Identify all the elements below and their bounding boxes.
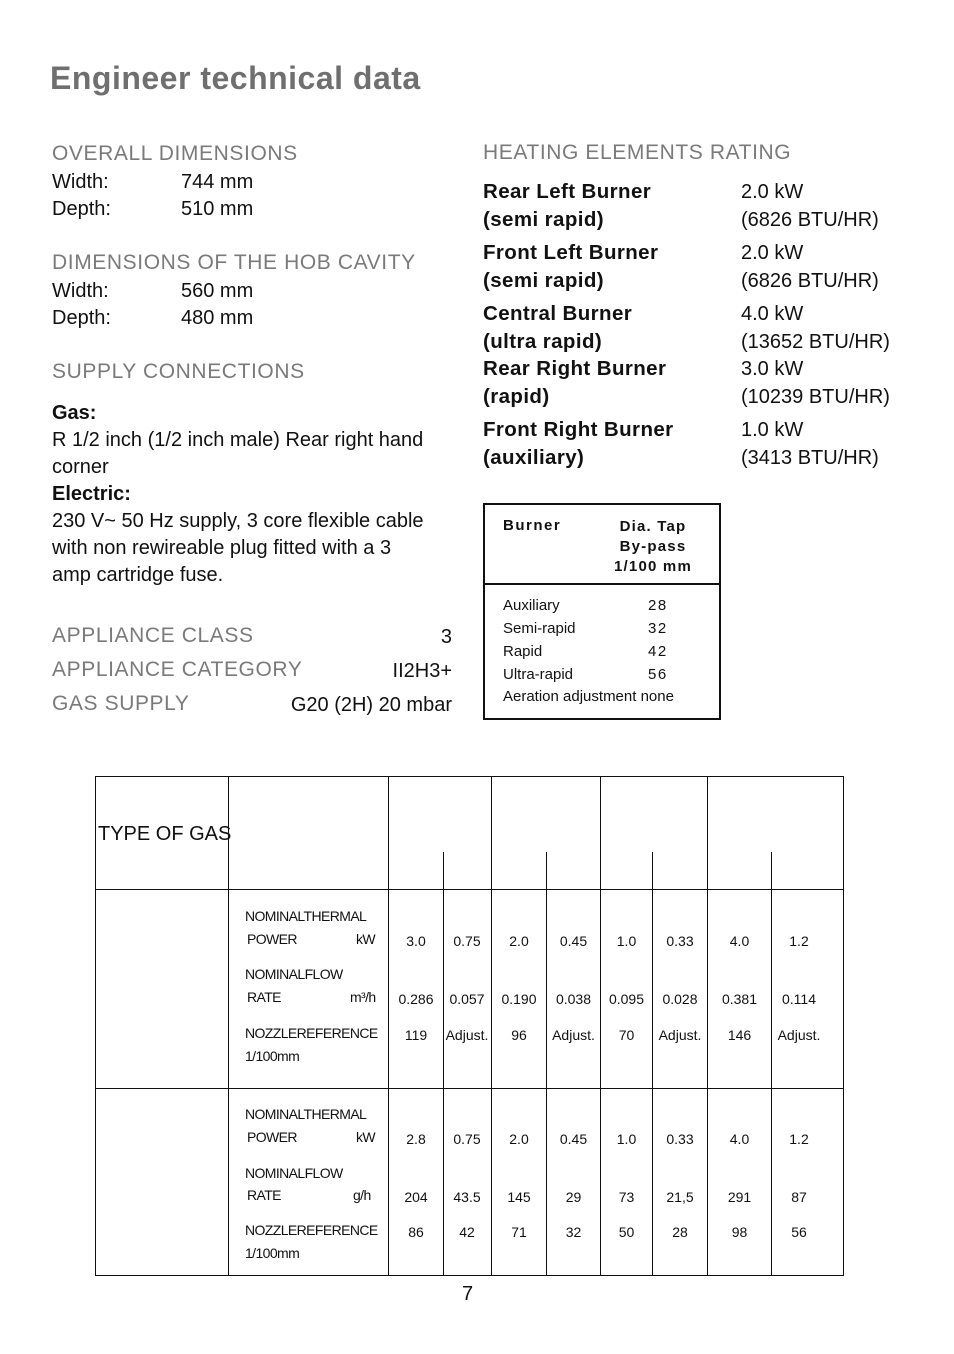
- g2-flow-cell: 204: [404, 1189, 428, 1205]
- gh-unit: g/h: [353, 1187, 371, 1203]
- g2-flow-cell: 21,5: [666, 1189, 694, 1205]
- electric-line-1: 230 V~ 50 Hz supply, 3 core flexible cable: [52, 510, 424, 532]
- g1-nozzle-cell: 96: [511, 1027, 527, 1043]
- cavity-width-value: 560 mm: [181, 280, 254, 302]
- g2-flow-cell: 145: [507, 1189, 531, 1205]
- g2-power-cell: 4.0: [729, 1131, 750, 1147]
- g2-power-cell: 0.75: [453, 1131, 481, 1147]
- electric-label: Electric:: [52, 483, 131, 505]
- g1-power-cell: 1.0: [616, 933, 637, 949]
- type-of-gas-label: TYPE OF GAS: [98, 823, 232, 845]
- burner-front-right-btu: (3413 BTU/HR): [741, 447, 879, 469]
- overall-dimensions-heading: OVERALL DIMENSIONS: [52, 142, 298, 165]
- g1-nozzle-cell: 146: [727, 1027, 752, 1043]
- width-value: 744 mm: [181, 171, 254, 193]
- g1-nozzle-cell: 119: [404, 1027, 428, 1043]
- tap-bypass-table-header: [485, 505, 719, 585]
- gas-table-divider: [228, 777, 229, 1275]
- g2-nozzle-cell: 71: [511, 1224, 527, 1240]
- g1-power-cell: 0.33: [666, 933, 694, 949]
- g2-nozzle-cell: 86: [408, 1224, 424, 1240]
- g1-flow-cell: 0.038: [555, 991, 592, 1007]
- cavity-width-label: Width:: [52, 280, 109, 302]
- burner-rear-left-type: (semi rapid): [483, 208, 604, 231]
- appliance-category-label: APPLIANCE CATEGORY: [52, 658, 303, 681]
- cavity-depth-label: Depth:: [52, 307, 111, 329]
- power-label: POWER: [247, 1129, 297, 1145]
- burner-front-right-name: Front Right Burner: [483, 418, 674, 441]
- burner-central-name: Central Burner: [483, 302, 633, 325]
- tap-row-ultra-rapid: [503, 666, 668, 683]
- g1-flow-cell: 0.028: [662, 991, 698, 1007]
- gas-line-1: R 1/2 inch (1/2 inch male) Rear right hand: [52, 429, 424, 451]
- burner-front-left-kw: 2.0 kW: [741, 242, 804, 264]
- g1-power-cell: 4.0: [729, 933, 750, 949]
- tap-row-value: 56: [648, 666, 668, 683]
- g1-nozzle-cell: Adjust.: [552, 1027, 595, 1043]
- g1-flow-cell: 0.190: [501, 991, 537, 1007]
- g1-power-cell: 0.75: [453, 933, 481, 949]
- g1-power-cell: 1.2: [789, 933, 809, 949]
- g2-power-cell: 1.2: [789, 1131, 809, 1147]
- tap-row-semi-rapid: [503, 620, 668, 637]
- gas-table-divider: [771, 852, 772, 1275]
- cavity-depth-value: 480 mm: [181, 307, 254, 329]
- gas-table-divider: [443, 852, 444, 1275]
- g2-flow-cell: 43.5: [453, 1189, 481, 1205]
- gas-table-divider: [652, 852, 653, 1275]
- g1-flow-cell: 0.095: [608, 991, 645, 1007]
- g2-nozzle-cell: 56: [791, 1224, 807, 1240]
- appliance-class-label: APPLIANCE CLASS: [52, 624, 254, 647]
- supply-connections-heading: SUPPLY CONNECTIONS: [52, 360, 305, 383]
- appliance-class-value: 3: [440, 626, 452, 648]
- gas-supply-label: GAS SUPPLY: [52, 692, 190, 715]
- tap-bypass-table: [483, 503, 721, 720]
- g2-power-cell: 1.0: [616, 1131, 637, 1147]
- g1-flow-cell: 0.057: [449, 991, 485, 1007]
- rate-label: RATE: [247, 989, 281, 1005]
- g1-power-cell: 2.0: [509, 933, 529, 949]
- g2-nozzle-cell: 98: [731, 1224, 748, 1240]
- g2-nozzle-cell: 42: [459, 1224, 475, 1240]
- nozzle-unit: 1/100mm: [245, 1245, 300, 1261]
- page-number: 7: [462, 1283, 474, 1305]
- gas-table-divider: [96, 889, 843, 890]
- hob-cavity-heading: DIMENSIONS OF THE HOB CAVITY: [52, 251, 416, 274]
- electric-line-3: amp cartridge fuse.: [52, 564, 224, 586]
- burner-rear-right-kw: 3.0 kW: [741, 358, 804, 380]
- tap-row-value: 28: [648, 597, 668, 614]
- width-label: Width:: [52, 171, 109, 193]
- tap-row-value: 32: [648, 620, 668, 637]
- flow-label: NOMINALFLOW: [245, 966, 343, 982]
- power-label: POWER: [247, 931, 297, 947]
- g2-flow-cell: 73: [618, 1189, 635, 1205]
- tap-row-label: Ultra-rapid: [503, 666, 574, 683]
- g1-flow-cell: 0.286: [398, 991, 434, 1007]
- g2-nozzle-cell: 32: [565, 1224, 582, 1240]
- header-diameter-line-2: By-pass: [619, 538, 687, 555]
- burner-front-right-type: (auxiliary): [483, 446, 585, 469]
- tap-row-label: Semi-rapid: [503, 620, 576, 637]
- g1-nozzle-cell: Adjust.: [445, 1027, 489, 1043]
- burner-rear-left-btu: (6826 BTU/HR): [741, 209, 879, 231]
- g1-nozzle-cell: Adjust.: [777, 1027, 821, 1043]
- overall-dimensions: [52, 169, 452, 225]
- g2-power-cell: 2.0: [509, 1131, 529, 1147]
- burner-rear-right-btu: (10239 BTU/HR): [741, 386, 890, 408]
- rate-label: RATE: [247, 1187, 281, 1203]
- header-burner: Burner: [503, 517, 562, 534]
- burner-rear-right-name: Rear Right Burner: [483, 357, 667, 380]
- burner-front-left-name: Front Left Burner: [483, 241, 659, 264]
- g2-nozzle-cell: 50: [618, 1224, 635, 1240]
- tap-row-value: 42: [648, 643, 668, 660]
- heating-elements-heading: HEATING ELEMENTS RATING: [483, 141, 792, 164]
- gas-table-divider: [546, 852, 547, 1275]
- supply-connections: [52, 400, 462, 589]
- burner-rear-left-name: Rear Left Burner: [483, 180, 652, 203]
- g1-flow-cell: 0.381: [721, 991, 758, 1007]
- page-title: Engineer technical data: [50, 60, 421, 96]
- header-diameter: [603, 517, 703, 577]
- nozzle-label: NOZZLEREFERENCE: [245, 1025, 378, 1041]
- g1-nozzle-cell: 70: [618, 1027, 635, 1043]
- m3h-unit: m³/h: [350, 989, 376, 1005]
- burner-central-kw: 4.0 kW: [741, 303, 804, 325]
- gas-supply-value: G20 (2H) 20 mbar: [290, 694, 452, 716]
- g2-power-cell: 0.33: [666, 1131, 694, 1147]
- g1-flow-cell: 0.114: [782, 991, 816, 1007]
- tap-row-auxiliary: [503, 597, 668, 614]
- header-diameter-line-1: Dia. Tap: [619, 518, 687, 535]
- electric-line-2: with non rewireable plug fitted with a 3: [52, 537, 392, 559]
- appliance-category-value: II2H3+: [392, 660, 452, 682]
- burner-front-right-kw: 1.0 kW: [741, 419, 804, 441]
- kw-unit: kW: [356, 1129, 376, 1145]
- hob-cavity-dimensions: [52, 278, 452, 334]
- flow-label: NOMINALFLOW: [245, 1165, 343, 1181]
- g1-power-cell: 0.45: [559, 933, 588, 949]
- g2-power-cell: 0.45: [559, 1131, 588, 1147]
- burner-central-btu: (13652 BTU/HR): [741, 331, 890, 353]
- burner-rear-left-kw: 2.0 kW: [741, 181, 804, 203]
- gas-table-divider: [96, 1088, 843, 1089]
- tap-row-aeration: Aeration adjustment none: [503, 688, 674, 705]
- g2-power-cell: 2.8: [406, 1131, 426, 1147]
- depth-value: 510 mm: [181, 198, 254, 220]
- burner-front-left-type: (semi rapid): [483, 269, 604, 292]
- tap-row-label: Auxiliary: [503, 597, 560, 614]
- gas-label: Gas:: [52, 402, 97, 424]
- header-diameter-line-3: 1/100 mm: [614, 558, 692, 575]
- g2-flow-cell: 29: [565, 1189, 582, 1205]
- tap-row-label: Rapid: [503, 643, 543, 660]
- gas-line-2: corner: [52, 456, 109, 478]
- g1-power-cell: 3.0: [406, 933, 426, 949]
- burner-rear-right-type: (rapid): [483, 385, 550, 408]
- g2-flow-cell: 87: [791, 1189, 807, 1205]
- thermal-label: NOMINALTHERMAL: [245, 1106, 367, 1122]
- depth-label: Depth:: [52, 198, 111, 220]
- g2-flow-cell: 291: [727, 1189, 752, 1205]
- nozzle-unit: 1/100mm: [245, 1048, 300, 1064]
- thermal-label: NOMINALTHERMAL: [245, 908, 367, 924]
- burner-central-type: (ultra rapid): [483, 330, 603, 353]
- nozzle-label: NOZZLEREFERENCE: [245, 1222, 378, 1238]
- gas-table: [95, 776, 844, 1276]
- tap-row-rapid: [503, 643, 668, 660]
- g2-nozzle-cell: 28: [672, 1224, 688, 1240]
- g1-nozzle-cell: Adjust.: [658, 1027, 702, 1043]
- burner-front-left-btu: (6826 BTU/HR): [741, 270, 879, 292]
- kw-unit: kW: [356, 931, 376, 947]
